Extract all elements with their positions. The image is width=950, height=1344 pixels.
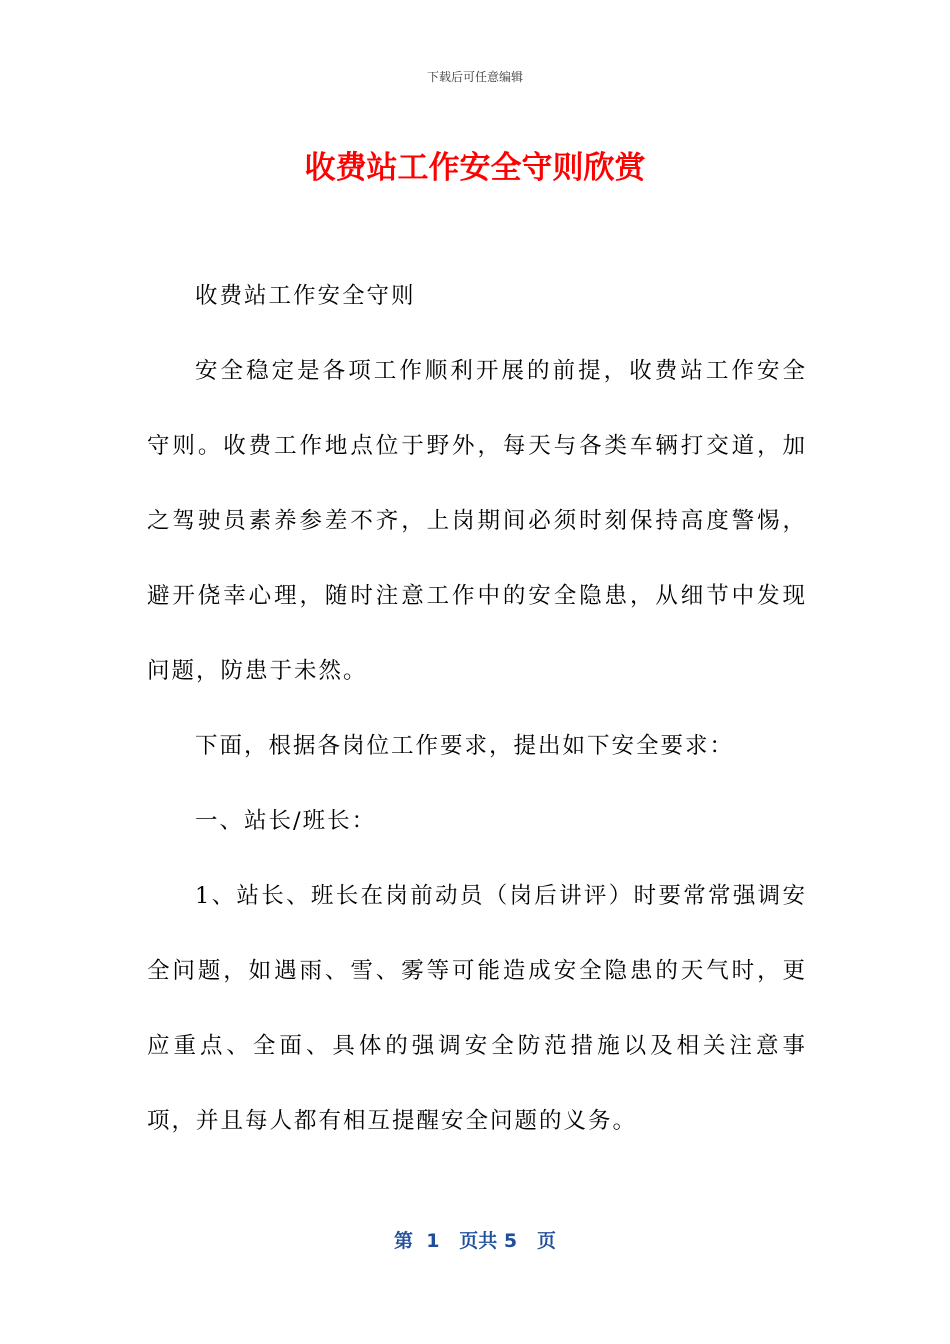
paragraph-intro: 安全稳定是各项工作顺利开展的前提，收费站工作安全守则。收费工作地点位于野外，每天与各类车辆打交道，加之驾驶员素养参差不齐，上岗期间必须时刻保持高度警惕，避开侥幸心理，随时注意工作中的安全隐患，从细节中发现问题，防患于未然。 — [147, 358, 807, 684]
paragraph-item-1: 1、站长、班长在岗前动员（岗后讲评）时要常常强调安全问题，如遇雨、雪、雾等可能造成安全隐患的天气时，更应重点、全面、具体的强调安全防范措施以及相关注意事项，并且每人都有相互提醒安全问题的义务。 — [147, 883, 807, 1134]
section-heading-station-chief: 一、站长/班长： — [195, 808, 377, 834]
document-body — [147, 259, 807, 1159]
paragraph-requirements-lead: 下面，根据各岗位工作要求，提出如下安全要求： — [195, 733, 735, 759]
header-note: 下载后可任意编辑 — [426, 70, 523, 84]
page-footer: 第 1 页共 5 页 — [394, 1230, 556, 1252]
paragraph-subtitle: 收费站工作安全守则 — [195, 283, 416, 309]
document-title: 收费站工作安全守则欣赏 — [304, 150, 646, 186]
